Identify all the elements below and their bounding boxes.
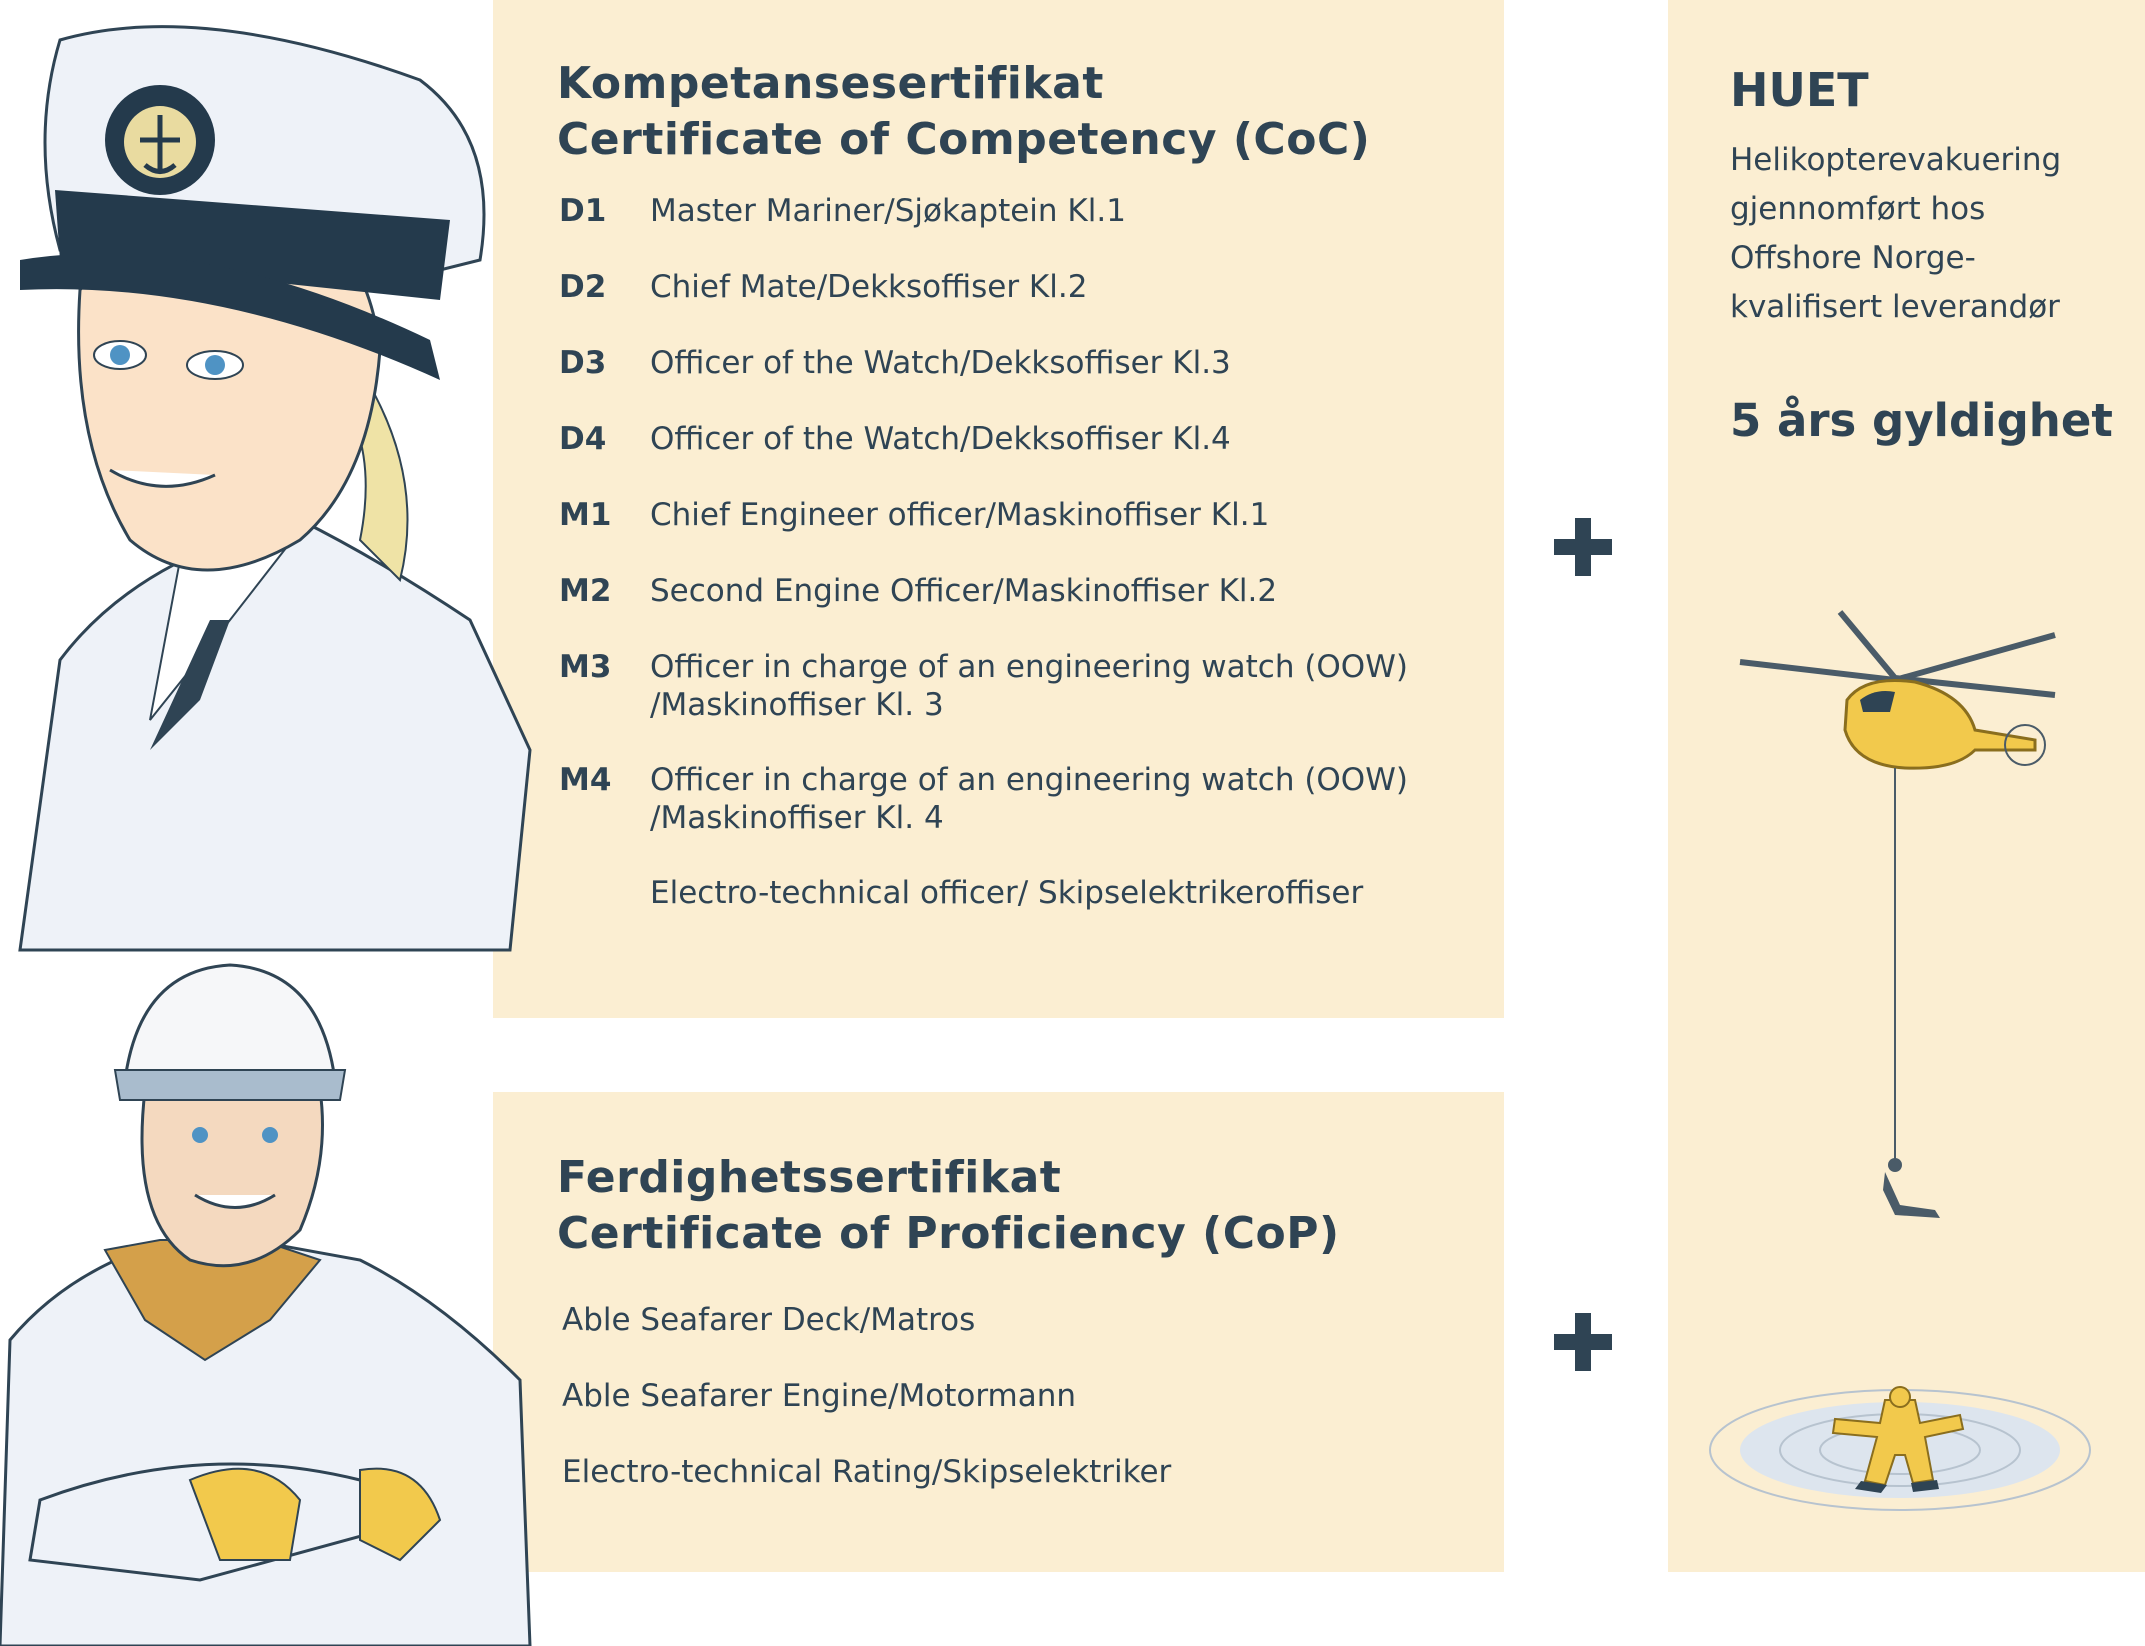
plus-icon [1554, 518, 1612, 576]
huet-description-line: Offshore Norge- [1730, 240, 1976, 276]
coc-code: D3 [559, 345, 607, 381]
coc-desc: Officer of the Watch/Dekksoffiser Kl.3 [650, 345, 1231, 381]
coc-desc: Master Mariner/Sjøkaptein Kl.1 [650, 193, 1126, 229]
huet-validity: 5 års gyldighet [1730, 394, 2113, 447]
coc-desc: Officer in charge of an engineering watch (OOW) /Maskinoffiser Kl. 4 [650, 762, 1408, 836]
cop-item: Electro-technical Rating/Skipselektriker [562, 1454, 1172, 1490]
coc-code: M1 [559, 497, 612, 533]
coc-desc: Chief Engineer officer/Maskinoffiser Kl.1 [650, 497, 1270, 533]
huet-title: HUET [1730, 63, 1869, 117]
cop-item: Able Seafarer Engine/Motormann [562, 1378, 1077, 1414]
seaman-illustration [0, 960, 540, 1646]
coc-code: D4 [559, 421, 607, 457]
coc-code: M2 [559, 573, 612, 609]
coc-desc: Second Engine Officer/Maskinoffiser Kl.2 [650, 573, 1278, 609]
cop-title-no: Ferdighetssertifikat [557, 1152, 1062, 1203]
cop-title [557, 1150, 1340, 1262]
coc-title [557, 56, 1370, 168]
coc-code: M3 [559, 649, 612, 685]
coc-title-no: Kompetansesertifikat [557, 58, 1104, 109]
coc-desc: Chief Mate/Dekksoffiser Kl.2 [650, 269, 1088, 305]
ship-officer-illustration [0, 20, 540, 960]
helicopter-hoist-icon [1735, 600, 2065, 1230]
coc-title-en: Certificate of Competency (CoC) [557, 114, 1371, 165]
coc-code: M4 [559, 762, 612, 798]
huet-description-line: gjennomført hos [1730, 191, 1986, 227]
survival-suit-person-icon [1705, 1385, 2095, 1515]
coc-code: D2 [559, 269, 607, 305]
coc-code: D1 [559, 193, 607, 229]
huet-description-line: Helikopterevakuering [1730, 142, 2062, 178]
huet-description-line: kvalifisert leverandør [1730, 289, 2060, 325]
cop-title-en: Certificate of Proficiency (CoP) [557, 1208, 1340, 1259]
plus-icon [1554, 1313, 1612, 1371]
coc-desc: Electro-technical officer/ Skipselektrikeroffiser [650, 875, 1364, 911]
huet-description [1730, 136, 2061, 332]
coc-desc: Officer in charge of an engineering watch (OOW) /Maskinoffiser Kl. 3 [650, 649, 1408, 723]
cop-item: Able Seafarer Deck/Matros [562, 1302, 976, 1338]
coc-desc: Officer of the Watch/Dekksoffiser Kl.4 [650, 421, 1231, 457]
